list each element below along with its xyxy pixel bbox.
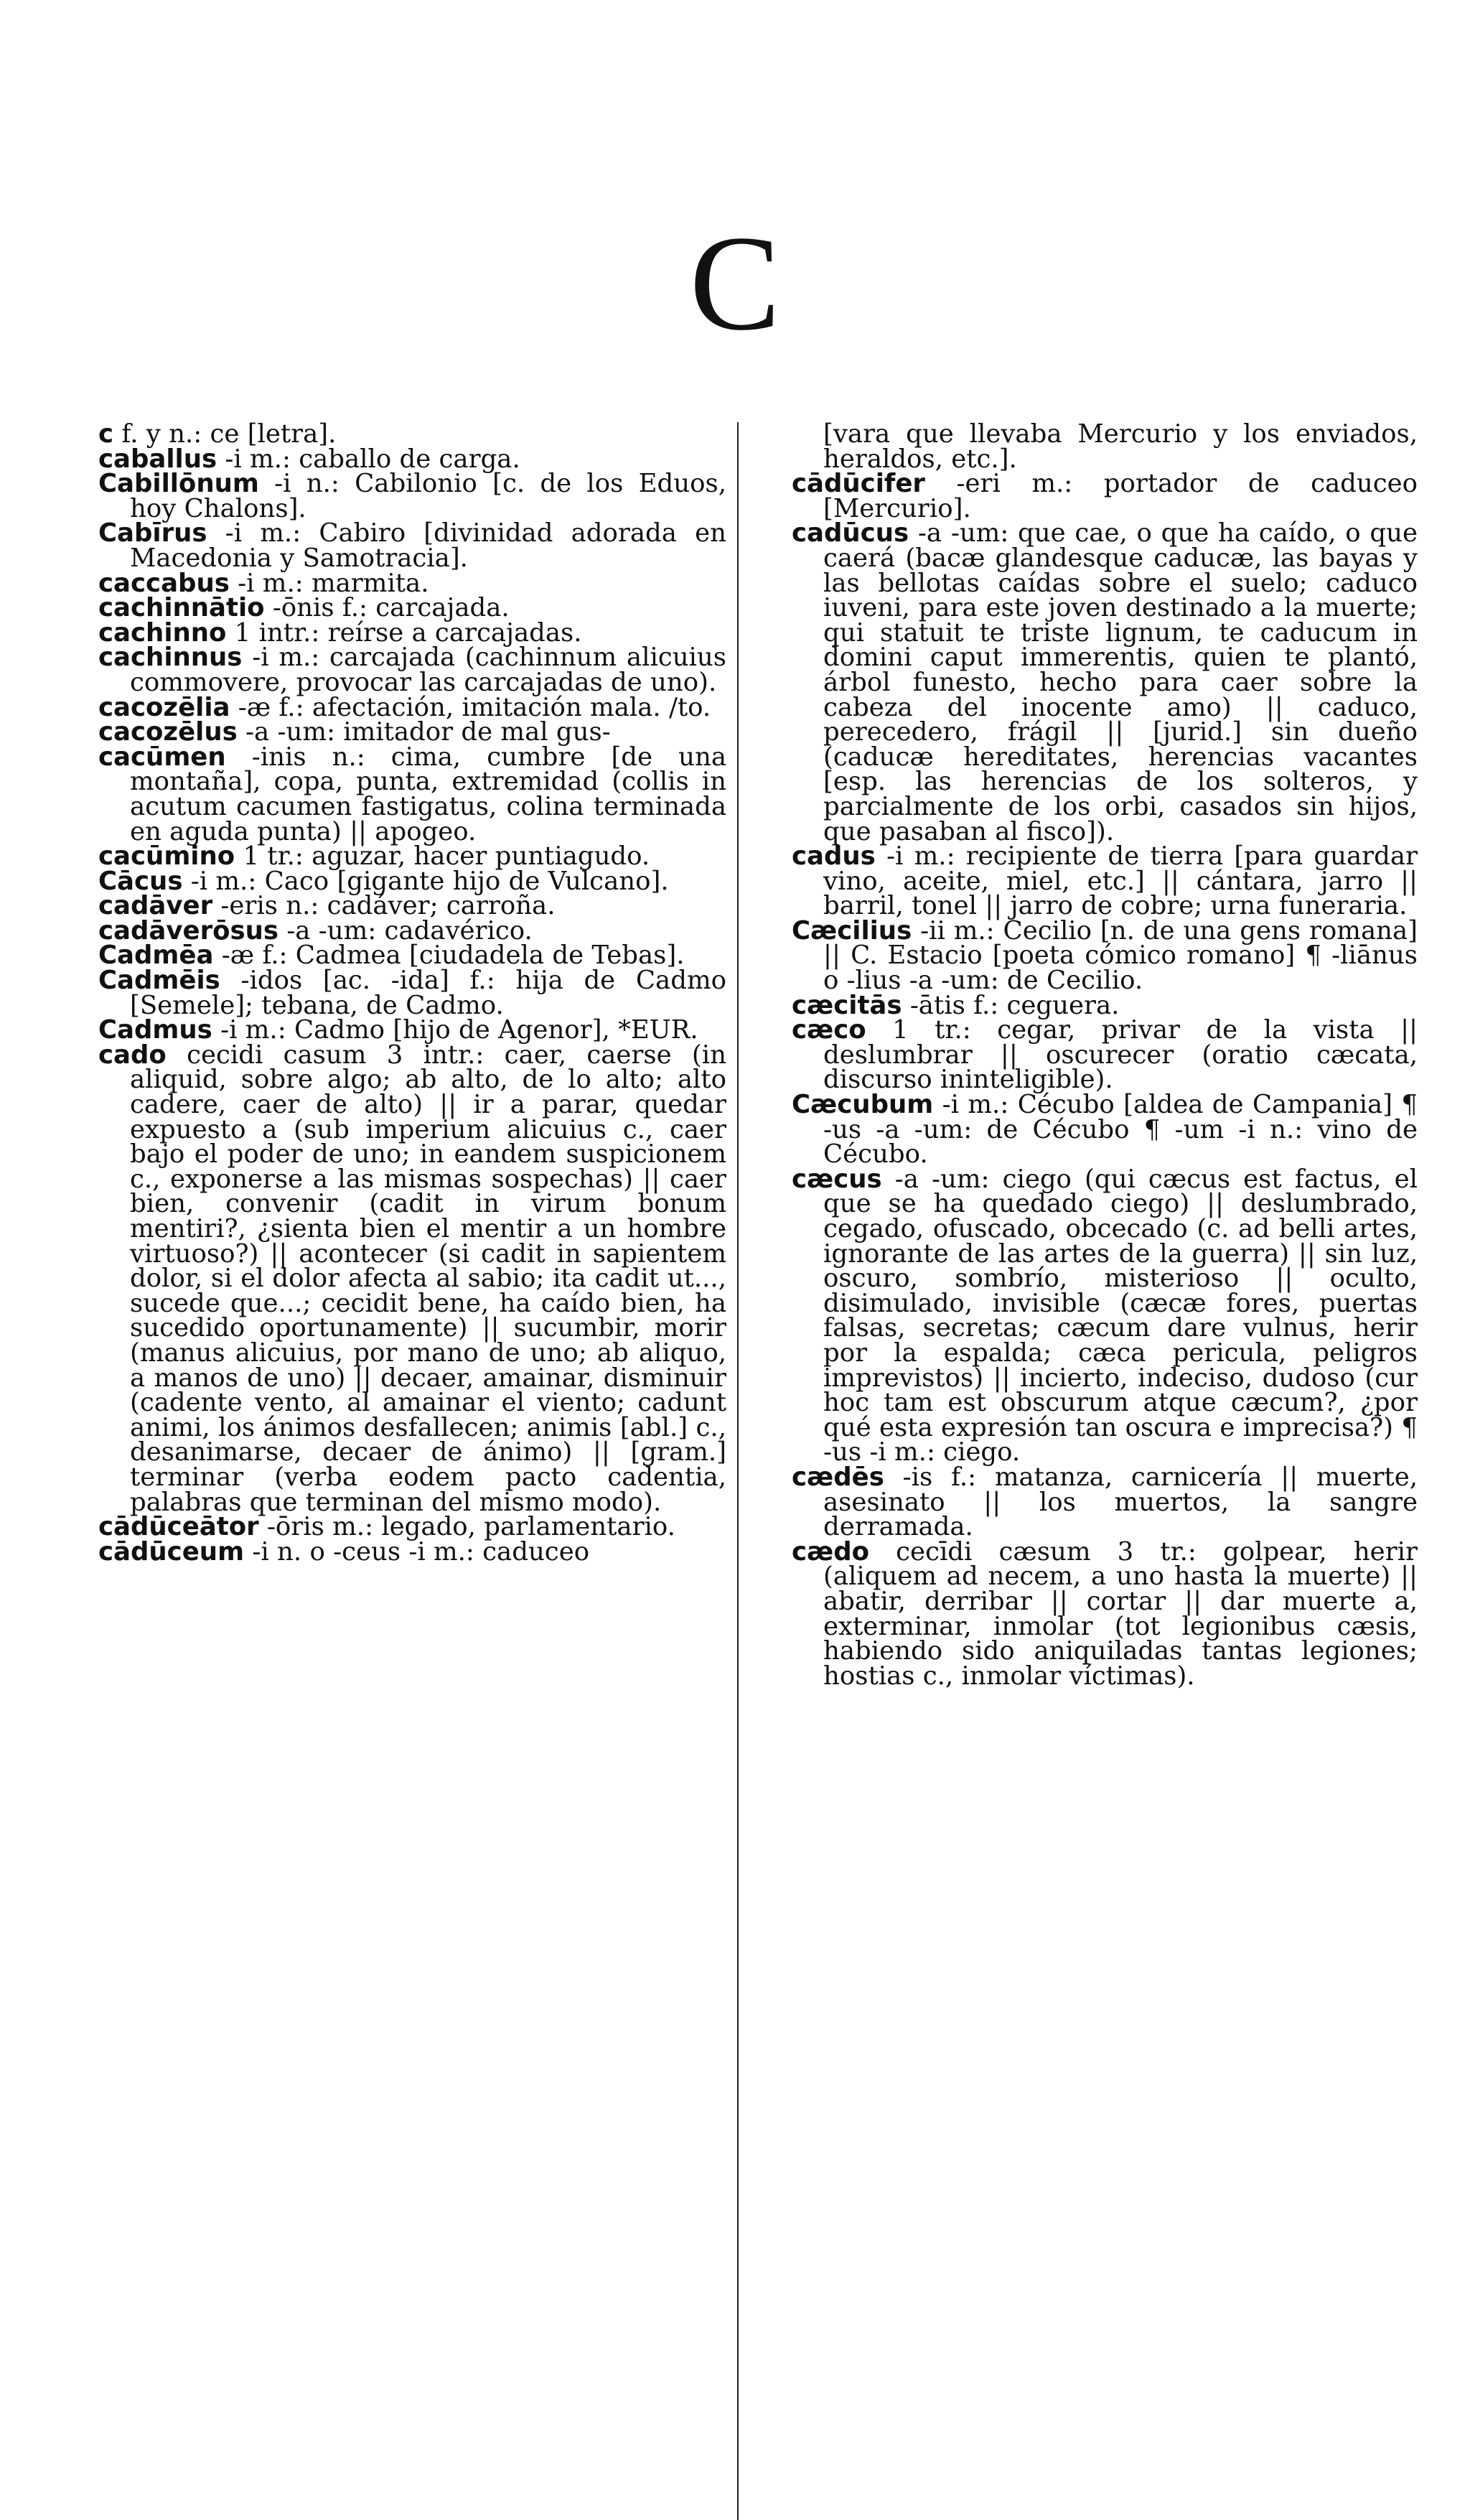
entry-definition: cecīdi cæsum 3 tr.: golpear, herir (aliquem ad necem, a uno hasta la muerte) || abatir, derribar || cortar || dar muerte a, exterminar, inmolar (tot legionibus cæsis, habiendo sido aniquiladas tantas legiones; hostias c., inmolar víctimas). xyxy=(823,1536,1418,1691)
entry-headword: caballus xyxy=(98,444,217,474)
dictionary-entry xyxy=(792,1164,1418,1467)
entry-headword: cædo xyxy=(792,1536,870,1567)
column-divider xyxy=(737,422,739,2520)
entry-headword: cæco xyxy=(792,1015,866,1045)
dictionary-entry xyxy=(792,841,1418,921)
entry-headword: cādūceum xyxy=(98,1536,245,1567)
entry-definition: -i n. o -ceus -i m.: caduceo xyxy=(252,1536,590,1567)
entry-headword: Cabīrus xyxy=(98,518,207,549)
dictionary-entry xyxy=(792,1015,1418,1095)
entry-headword: cadāver xyxy=(98,891,213,921)
entry-definition: -a -um: imitador de mal gus- xyxy=(245,717,611,747)
entry-definition: -i m.: caballo de carga. xyxy=(225,444,520,474)
dictionary-entry xyxy=(98,1512,726,1542)
entry-definition: -idos [ac. -ida] f.: hija de Cadmo [Semele]; tebana, de Cadmo. xyxy=(130,966,726,1020)
entry-definition: -eri m.: portador de caduceo [Mercurio]. xyxy=(823,469,1418,523)
entry-definition: -i m.: Cabiro [divinidad adorada en Macedonia y Samotracia]. xyxy=(130,518,726,573)
dictionary-entry xyxy=(792,915,1418,996)
entry-headword: Cabillōnum xyxy=(98,469,259,499)
entry-definition: -i m.: Caco [gigante hijo de Vulcano]. xyxy=(190,866,669,896)
entry-headword: c xyxy=(98,419,114,449)
dictionary-entry xyxy=(98,518,726,573)
entry-definition: -i m.: carcajada (cachinnum alicuius commovere, provocar las carcajadas de uno). xyxy=(130,643,726,697)
entry-headword: cachinnātio xyxy=(98,593,265,623)
dictionary-entry xyxy=(98,469,726,523)
entry-headword: cacūmen xyxy=(98,742,226,772)
section-letter-heading: C xyxy=(689,208,781,359)
dictionary-entry xyxy=(98,891,726,921)
dictionary-entry xyxy=(98,866,726,896)
entry-definition: -is f.: matanza, carnicería || muerte, asesinato || los muertos, la sangre derramada. xyxy=(823,1462,1418,1542)
dictionary-entry xyxy=(792,1090,1418,1170)
dictionary-entry xyxy=(98,645,726,695)
entry-headword: cachinnus xyxy=(98,643,243,673)
left-column xyxy=(98,419,726,1567)
entry-definition: -i m.: recipiente de tierra [para guardar vino, aceite, miel, etc.] || cántara, jarro || barril, tonel || jarro de cobre; urna funeraria. xyxy=(823,841,1418,921)
dictionary-entry xyxy=(98,444,726,474)
entry-definition: -a -um: que cae, o que ha caído, o que caerá (bacæ glandesque caducæ, las bayas y las bellotas caídas sobre el suelo; caduco iuveni, para este joven destinado a la muerte; qui statuit te triste lignum, te caducum in domini caput immerentis, quien te plantó, árbol funesto, hecho para caer sobre la cabeza del inocente amo) || caduco, perecedero, frágil || [jurid.] sin dueño (caducæ hereditates, herencias vacantes [esp. las herencias de los solteros, y parcialmente de los orbi, casados sin hijos, que pasaban al fisco]). xyxy=(823,518,1418,846)
dictionary-entry xyxy=(98,943,726,969)
entry-headword: Cadmus xyxy=(98,1015,212,1045)
right-column xyxy=(792,419,1418,1691)
dictionary-entry xyxy=(98,915,726,946)
entry-definition: -i n.: Cabilonio [c. de los Eduos, hoy Chalons]. xyxy=(130,469,726,523)
entry-definition: f. y n.: ce [letra]. xyxy=(121,419,337,449)
entry-definition: -ōris m.: legado, parlamentario. xyxy=(266,1512,675,1542)
entry-definition: -æ f.: Cadmea [ciudadela de Tebas]. xyxy=(221,941,685,971)
entry-headword: cado xyxy=(98,1040,167,1070)
entry-definition: -æ f.: afectación, imitación mala. /to. xyxy=(238,692,711,722)
entry-headword: Cæcubum xyxy=(792,1090,934,1120)
dictionary-entry xyxy=(98,717,726,747)
entry-headword: cādūcifer xyxy=(792,469,925,499)
entry-definition: -ātis f.: ceguera. xyxy=(909,990,1120,1020)
entry-definition: -i m.: marmita. xyxy=(238,568,429,598)
dictionary-entry xyxy=(98,419,726,449)
dictionary-entry xyxy=(792,419,1418,474)
entry-definition: -a -um: ciego (qui cæcus est factus, el que se ha quedado ciego) || deslumbrado, cegado, ofuscado, obcecado (c. ad belli artes, ignorante de las artes de la guerra) || sin luz, oscuro, sombrío, misterioso || oculto, disimulado, invisible (cæcæ fores, puertas falsas, secretas; cæcum dare vulnus, herir por la espalda; cæca pericula, peligros imprevistos) || incierto, indeciso, dudoso (cur hoc tam est obscurum atque cæcum?, ¿por qué esta expresión tan oscura e imprecisa?) ¶ -us -i m.: ciego. xyxy=(823,1164,1418,1467)
entry-headword: Cadmēis xyxy=(98,966,220,996)
dictionary-entry xyxy=(792,1462,1418,1542)
entry-headword: cacozēlia xyxy=(98,692,230,722)
dictionary-entry xyxy=(98,1536,726,1567)
dictionary-entry xyxy=(98,841,726,872)
entry-headword: Cæcilius xyxy=(792,915,912,946)
dictionary-entry xyxy=(792,518,1418,846)
entry-definition: 1 tr.: aguzar, hacer puntiagudo. xyxy=(243,841,650,872)
dictionary-entry xyxy=(98,966,726,1020)
dictionary-entry xyxy=(98,1015,726,1045)
dictionary-entry xyxy=(98,1040,726,1517)
entry-headword: cadāverōsus xyxy=(98,915,279,946)
entry-headword: cachinno xyxy=(98,617,227,648)
entry-headword: cædēs xyxy=(792,1462,884,1492)
dictionary-entry xyxy=(792,1536,1418,1691)
entry-definition: -eris n.: cadáver; carroña. xyxy=(220,891,556,921)
entry-headword: cæcus xyxy=(792,1164,882,1194)
entry-headword: cadūcus xyxy=(792,518,909,549)
entry-headword: cacūmino xyxy=(98,841,235,872)
entry-definition: cecidi casum 3 intr.: caer, caerse (in aliquid, sobre algo; ab alto, de lo alto; alto cadere, caer de alto) || ir a parar, quedar expuesto a (sub imperium alicuius c., caer bajo el poder de uno; in eandem suspicionem c., exponerse a las mismas sospechas) || caer bien, convenir (cadit in virum bonum mentiri?, ¿sienta bien el mentir a un hombre virtuoso?) || acontecer (si cadit in sapientem dolor, si el dolor afecta al sabio; ita cadit ut..., sucede que...; cecidit bene, ha caído bien, ha sucedido oportunamente) || sucumbir, morir (manus alicuius, por mano de uno; ab aliquo, a manos de uno) || decaer, amainar, disminuir (cadente vento, al amainar el viento; cadunt animi, los ánimos desfallecen; animis [abl.] c., desanimarse, decaer de ánimo) || [gram.] terminar (verba eodem pacto cadentia, palabras que terminan del mismo modo). xyxy=(130,1040,726,1517)
entry-definition: -a -um: cadavérico. xyxy=(286,915,533,946)
dictionary-entry xyxy=(98,742,726,846)
dictionary-entry xyxy=(792,469,1418,523)
entry-headword: cacozēlus xyxy=(98,717,238,747)
entry-definition: -i m.: Cadmo [hijo de Agenor], *EUR. xyxy=(220,1015,698,1045)
entry-definition: -ii m.: Cecilio [n. de una gens romana] || C. Estacio [poeta cómico romano] ¶ -liānus o -lius -a -um: de Cecilio. xyxy=(823,915,1418,996)
entry-headword: cæcitās xyxy=(792,990,902,1020)
entry-definition: 1 intr.: reírse a carcajadas. xyxy=(234,617,582,648)
dictionary-entry xyxy=(98,617,726,648)
entry-definition: -ōnis f.: carcajada. xyxy=(272,593,510,623)
dictionary-entry xyxy=(98,593,726,623)
entry-definition: -i m.: Cécubo [aldea de Campania] ¶ -us -a -um: de Cécubo ¶ -um -i n.: vino de Cécubo. xyxy=(823,1090,1418,1170)
dictionary-entry xyxy=(98,568,726,598)
entry-headword: Cācus xyxy=(98,866,183,896)
dictionary-entry xyxy=(98,692,726,722)
entry-headword: cādūceātor xyxy=(98,1512,259,1542)
entry-headword: cadus xyxy=(792,841,876,872)
dictionary-entry xyxy=(792,990,1418,1020)
entry-headword: caccabus xyxy=(98,568,230,598)
entry-definition: 1 tr.: cegar, privar de la vista || deslumbrar || oscurecer (oratio cæcata, discurso ininteligible). xyxy=(823,1015,1418,1095)
entry-headword: Cadmēa xyxy=(98,941,214,971)
entry-definition: [vara que llevaba Mercurio y los enviados, heraldos, etc.]. xyxy=(823,419,1418,474)
entry-definition: -inis n.: cima, cumbre [de una montaña], copa, punta, extremidad (collis in acutum cacumen fastigatus, colina terminada en aguda punta) || apogeo. xyxy=(130,742,726,846)
